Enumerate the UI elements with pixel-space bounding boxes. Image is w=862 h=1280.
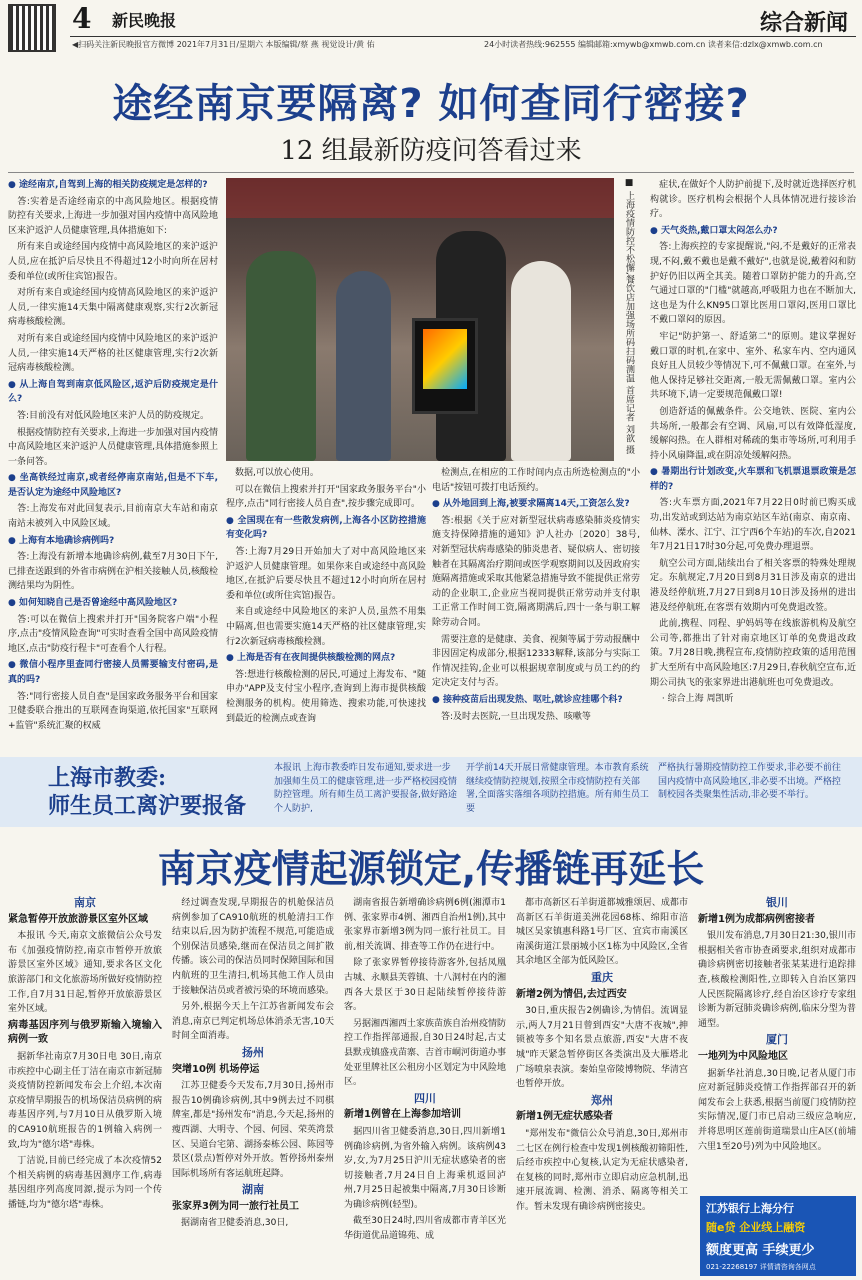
answer-paragraph: 牢记"防护第一、舒适第二"的原则。建议掌握好戴口罩的时机,在家中、室外、私家车内、空内通风良好且人员较少等情况下,可不佩戴口罩。在室外,与他人保持足够社交距离,一般无需佩戴口罩。室内公共环境下,请一定要规范佩戴口罩! [650,331,856,401]
nanjing-headline: 南京疫情起源锁定,传播链再延长 [157,847,705,891]
news-photo [226,178,614,461]
ad-hotline: 021-22268197 详情请咨询各网点 [706,1263,816,1271]
news-paragraph: 据新华社南京7月30日电 30日,南京市疾控中心副主任丁洁在南京市新冠肺炎疫情防控新闻发布会上介绍,本次南京疫情早期报告的机场保洁员病例的病毒基因序列,与7月10日从俄罗斯入境的CA910航班报告的1例输入病例一致,均为"德尔塔"毒株。 [8,1051,162,1150]
qa-column-4 [650,178,856,748]
news-paragraph: 丁洁说,目前已经完成了本次疫情52个相关病例的病毒基因测序工作,病毒基因组序列高度同源,提示为同一个传播链,均为"德尔塔"毒株。 [8,1156,162,1210]
question: ● 从上海自驾到南京低风险区,返沪后防疫规定是什么? [8,379,218,405]
sub-heading: 张家界3例为同一旅行社员工 [172,1200,299,1212]
masthead-meta-right: 24小时读者热线:962555 编辑邮箱:xmywb@xmwb.com.cn 读者来信:dzlx@xmwb.com.cn [484,40,823,49]
answer-paragraph: 可以在微信上搜索并打开"国家政务服务平台"小程序,点击"同行密接人员自查",按步骤完成即可。 [226,484,426,510]
news-paragraph: 本报讯 今天,南京文旅微信公众号发布《加强疫情防控,南京市暂停开放旅游景区室外区域》通知,要求各区文化旅游部门和文化旅游场所做好疫情防控工作,自7月31日起,暂停开放旅游景区室外区域。 [8,931,162,1015]
answer-paragraph: 答:实着是否途经南京的中高风险地区。根据疫情防控有关要求,上海进一步加强对国内疫情中高风险地区来沪返沪人员健康管理,具体措施如下: [8,196,218,236]
question: ● 接种疫苗后出现发热、呕吐,就诊应挂哪个科? [432,694,623,705]
answer-paragraph: 此前,携程、同程、驴妈妈等在线旅游机构及航空公司等,都推出了针对南京地区订单的免费退改政策。7月28日晚,携程宣布,疫情防控政策的适用范围扩大至所有中高风险地区:7月29日,春秋航空宣布,近期公司执飞的张家界进出港航班也可免费退改。 [650,619,856,688]
sub-heading: 突增10例 机场停运 [172,1063,260,1075]
answer-paragraph: · 综合上海 周凯昕 [650,694,734,705]
question: ● 全国现在有一些散发病例,上海各小区防控措施有变化吗? [226,515,426,541]
answer-paragraph: 答:想进行核酸检测的居民,可通过上海发布、"随申办"APP及支付宝小程序,查询到上海市提供核酸检测服务的机构。使用筛选、搜索功能,可快速找到最近的检测点或查询 [226,669,426,724]
answer-paragraph: 症状,在做好个人防护前提下,及时就近选择医疗机构就诊。医疗机构会根据个人具体情况进行接诊治疗。 [650,180,856,220]
question: ● 上海是否有在夜间提供核酸检测的网点? [226,653,396,664]
news-paragraph: 30日,重庆报告2例确诊,为情侣。流调显示,两人7月21日曾到西安"大唐不夜城",抻锁被等多个知名景点旅游,西安"大唐不夜城"昨天紧急暂停街区各类演出及大雁塔北广场喷泉表演。秦始皇帝陵博物院、华清宫也暂停开放。 [516,1006,688,1090]
city-heading: 扬州 [242,1045,264,1059]
question: ● 途经南京,自驾到上海的相关防疫规定是怎样的? [8,180,208,190]
question: ● 天气炎热,戴口罩太闷怎么办? [650,225,778,236]
ad-bank-name: 江苏银行上海分行 [706,1202,794,1215]
banner-text-2: 开学前14天开展日常健康管理。本市教育系统继续疫情防控规划,按照全市疫情防控有关部署,全面落实落细各项防控措施。所有师生员工要 [466,763,649,814]
answer-paragraph: 答:可以在微信上搜索并打开"国务院客户端"小程序,点击"疫情风险查询"可实时查看全国中高风险疫情地区,点击"防疫行程卡"可查看个人行程。 [8,614,218,654]
masthead [0,0,862,52]
answer-paragraph: 答:根据《关于应对新型冠状病毒感染肺炎疫情实施支持保障措施的通知》沪人社办〔2020〕38号,对新型冠状病毒感染的肺炎患者、疑似病人、密切接触者在其隔离治疗期间或医学观察期间以及因政府实施隔离措施或采取其他紧急措施导致不能提供正常劳动的企业职工,企业应当视同提供正常劳动并支付职工正常工作时间工资,隔离期满后,四十一条与职工解除劳动合同。 [432,515,640,628]
news-paragraph: "郑州发布"微信公众号消息,30日,郑州市二七区在例行检查中发现1例核酸初筛阳性,后经市疾控中心复核,认定为无症状感染者,在复核的同时,郑州市立即启动应急机制,迅速开展流调、检测、消杀、隔离等相关工作。暂未发现有确诊病例密接史。 [516,1128,688,1212]
question: ● 上海有本地确诊病例吗? [8,535,115,546]
question: ● 暑期出行计划改变,火车票和飞机票退票政策是怎样的? [650,467,856,492]
news-paragraph: 除了张家界暂停接待游客外,包括凤凰古城、永顺县芙蓉镇、十八洞村在内的湘西各大景区于30日起陆续暂停接待游客。 [344,958,506,1013]
page-number: 4 [72,2,92,35]
feature-subheadline: 12 组最新防疫问答看过来 [280,136,582,166]
sub-heading: 紧急暂停开放旅游景区室外区域 [8,913,148,925]
answer-paragraph: 对所有来自或途经国内疫情中风险地区的来沪返沪人员,一律实施14天严格的社区健康管理,实行2次新冠病毒核酸检测。 [8,333,218,374]
news-column-1 [8,896,162,1280]
answer-paragraph: 来自或途经中风险地区的来沪人员,虽然不用集中隔离,但也需要实施14天严格的社区健康管理,实行2次新冠病毒核酸检测。 [226,607,426,647]
news-column-2 [172,896,334,1280]
answer-paragraph: 答:上海疾控的专家提醒说,"闷,不是戴好的正常表现,不闷,戴不戴也是戴不戴好",也就是说,戴着闷和防护好仍旧以两全其美。随着口罩防护能力的升高,空气通过口罩的"门槛"就越高,呼吸阻力也在不断加大,这也是为什么KN95口罩比医用口罩闷,医用口罩比不戴口罩闷的原因。 [650,242,856,326]
photo-person [246,251,316,461]
photo-shop-sign [226,178,614,218]
news-column-3 [344,896,506,1280]
question: ● 如何知晓自己是否曾途经中高风险地区? [8,598,178,609]
sub-heading: 一地列为中风险地区 [698,1050,788,1062]
bank-advertisement[interactable] [700,1196,856,1276]
answer-paragraph: 所有来自或途经国内疫情中高风险地区的来沪返沪人员,应在抵沪后尽快且不得超过12小时向所在居村委和单位(或所住宾馆)报告。 [8,242,218,282]
city-heading: 四川 [414,1091,436,1105]
city-heading: 郑州 [591,1093,613,1107]
sub-heading: 新增1例无症状感染者 [516,1111,613,1123]
answer-paragraph: 答:目前没有对低风险地区来沪人员的防疫规定。 [8,410,210,421]
news-paragraph: 据新华社消息,30日晚,记者从厦门市应对新冠肺炎疫情工作指挥部召开的新闻发布会上获悉,根据当前厦门疫情防控实际情况,厦门市已启动三级应急响应,并将思明区莲前街道瑞景山庄A区(前埔六里1至20号)列为中风险地区。 [698,1068,856,1152]
headline-divider [8,172,854,173]
question: ● 微信小程序里查同行密接人员需要输支付密码,是真的吗? [8,660,218,685]
answer-paragraph: 答:火车票方面,2021年7月22日0时前已购买成功,出发站或到达站为南京站区车站(南京、南京南、仙林、溧水、江宁、江宁西6个车站)的车次,自2021年7月21日17时30分起,可免费办理退票。 [650,498,856,553]
section-title: 综合新闻 [759,10,848,36]
city-heading: 南京 [74,896,96,909]
news-paragraph: 另外,根据今天上午江苏省新闻发布会消息,南京已判定机场总体消杀无害,10天时间全面消毒。 [172,1002,334,1042]
answer-paragraph: 检测点,在相应的工作时间内点击所选检测点的"小电话"按钮可拨打电话预约。 [432,468,640,493]
news-column-5 [698,896,856,1192]
news-paragraph: 另据湘西湘西土家族苗族自治州疫情防控工作指挥部通报,自30日24时起,古丈县默戎镇盛戎苗寨、吉首市峒河街道办事处亚里牌社区公租房小区划定为中风险地区。 [344,1018,506,1088]
question: ● 从外地回到上海,被要求隔离14天,工资怎么发? [432,499,630,510]
answer-paragraph: 答:上海发布对此回复表示,目前南京大车站和南京南站未被列入中风险区域。 [8,504,218,530]
sub-heading: 病毒基因序列与俄罗斯输入境输入病例一致 [8,1019,162,1046]
photo-person [336,271,391,461]
thermal-camera [412,318,478,414]
sub-heading: 新增1例为成都病例密接者 [698,913,815,925]
city-heading: 银川 [766,896,788,909]
answer-paragraph: 答:及时去医院,一旦出现发热、咳嗽等 [432,711,591,722]
qa-column-1 [8,178,218,748]
news-paragraph: 截至30日24时,四川省成都市青羊区光华街道优品道锦苑、成 [344,1216,506,1242]
banner-text-3: 严格执行暑期疫情防控工作要求,非必要不前往国内疫情中高风险地区,非必要不出境。严格控制校园各类聚集性活动,非必要不举行。 [658,763,841,800]
feature-headline: 途经南京要隔离? 如何查同行密接? [112,81,750,127]
ad-slogan: 额度更高 手续更少 [706,1243,815,1258]
answer-paragraph: 答:上海没有新增本地确诊病例,截至7月30日下午,已排查送跟到的外省市病例在沪相关接触人员,核酸检测结果均为阴性。 [8,552,218,592]
answer-paragraph: 需要注意的是健康、美食、视频等属于劳动报酬中非因固定构成部分,根据12333解释,该部分与实际工作情况挂钩,企业可以根据规章制度或与员工约的约定决定支付与否。 [432,634,640,689]
news-column-4 [516,896,688,1280]
photo-caption: ■ 上海疫情防控不松懈,餐饮店加强场所码扫码测温 首席记者 刘歆 摄 [624,178,634,455]
news-paragraph: 经过调查发现,早期报告的机舱保洁员病例参加了CA910航班的机舱清扫工作结束以后,因为防护流程不规范,可能造成个别保洁员感染,继而在保洁员之间扩散传播。该公司的保洁员同时保障国际和国内航班的卫生清扫,机场其他工作人员由于接触保洁员或者被污染的环境而感染。 [172,898,334,996]
newspaper-name: 新民晚报 [112,11,177,30]
photo-person [511,261,571,461]
answer-paragraph: 根据疫情防控有关要求,上海进一步加强对国内疫情中高风险地区来沪返沪人员健康管理,具体措施参照上一条问答。 [8,427,218,467]
banner-text-1: 本报讯 上海市教委昨日发布通知,要求进一步加强师生员工的健康管理,进一步严格校园疫情防控管理。所有师生员工离沪要报备,做好路途个人防护, [274,763,457,814]
masthead-meta-left: ◀扫码关注新民晚报官方微博 2021年7月31日/星期六 本版编辑/蔡 燕 视觉设计/黄 佑 [72,40,375,49]
banner-title-line-2: 师生员工离沪要报备 [48,793,247,819]
news-paragraph: 江苏卫健委今天发布,7月30日,扬州市报告10例确诊病例,其中9例去过不同棋牌室,都是"扬州发布"消息,今天起,扬州的瘦西湖、大明寺、个园、何园、荣英湾景区、吴道台宅第、湖扬泰栋公园、陈园等景区(景点)暂停对外开放。暂停扬州泰州国际机场所有客运航班起降。 [172,1081,334,1179]
ad-product: 随e贷 企业线上融资 [706,1221,806,1234]
city-heading: 湖南 [242,1183,264,1197]
news-paragraph: 据四川省卫健委消息,30日,四川新增1例确诊病例,为省外输入病例。该病例43岁,女,为7月25日沪川无症状感染者的密切接触者,7月24日自上海乘机返回泸州,7月25日起被集中隔离,7月30日诊断为确诊病例(轻型)。 [344,1126,506,1210]
sub-heading: 新增2例为情侣,去过西安 [516,988,627,1000]
banner-title [48,764,246,820]
question: ● 坐高铁经过南京,或者经停南京南站,但是不下车,是否认定为途经中风险地区? [8,473,218,498]
answer-paragraph: 航空公司方面,陆续出台了相关客票的特殊处理规定。东航规定,7月20日到8月31日涉及南京的进出港及经停航班,7月27日到8月10日涉及扬州的进出港及经停航班,在客票有效期内可免费退改签。 [650,558,856,613]
answer-paragraph: 答:"同行密接人员自查"是国家政务服务平台和国家卫健委联合推出的互联网查询渠道,依托国家"互联网+监管"系统汇聚的权威 [8,691,218,731]
answer-paragraph: 答:上海7月29日开始加大了对中高风险地区来沪返沪人员健康管理。如果你来自或途经中高风险地区,在抵沪后要尽快且不超过12小时向所在居村委和单位(或所住宾馆)报告。 [226,546,426,601]
city-heading: 厦门 [766,1033,788,1047]
news-paragraph: 湖南省报告新增确诊病例6例(湘潭市1例、张家界市4例、湘西自治州1例),其中张家界市新增3例为同一旅行社员工。目前,相关流调、排查等工作仍在进行中。 [344,898,506,952]
qr-code-icon[interactable] [8,4,56,52]
news-paragraph: 据湖南省卫健委消息,30日, [172,1218,289,1229]
banner-title-line-1: 上海市教委: [48,765,167,791]
city-heading: 重庆 [591,970,613,984]
masthead-rule [70,36,856,37]
answer-paragraph: 数据,可以放心使用。 [226,468,319,478]
answer-paragraph: 对所有来自或途经国内疫情高风险地区的来沪返沪人员,一律实施14天集中隔离健康观察,实行2次新冠病毒核酸检测。 [8,288,218,328]
qa-column-2 [226,466,426,748]
sub-heading: 新增1例曾在上海参加培训 [344,1109,461,1121]
answer-paragraph: 创造舒适的佩戴条件。公交地铁、医院、室内公共场所,一般都会有空调、风扇,可以有效降低湿度,缓解闷热。在人群相对稀疏的集市等场所,可利用手持小风扇降温,或在阴凉处缓解闷热。 [650,406,856,461]
news-paragraph: 都市高新区石羊街道都城雅颂居、成都市高新区石羊街道美洲花园68栋、绵阳市涪城区吴家镇惠科路1号厂区、宜宾市南溪区南溪街道江景丽城小区1栋为中风险区,全省其余地区全部为低风险区。 [516,898,688,967]
news-paragraph: 银川发布消息,7月30日21:30,银川市根据相关省市协查函要求,组织对成都市确诊病例密切接触者张某某进行追踪排查,核酸检测阳性,立即转入自治区第四人民医院隔离诊疗,经自治区诊疗专家组诊断为新冠肺炎确诊病例,临床分型为普通型。 [698,931,856,1029]
qa-column-3 [432,466,640,748]
